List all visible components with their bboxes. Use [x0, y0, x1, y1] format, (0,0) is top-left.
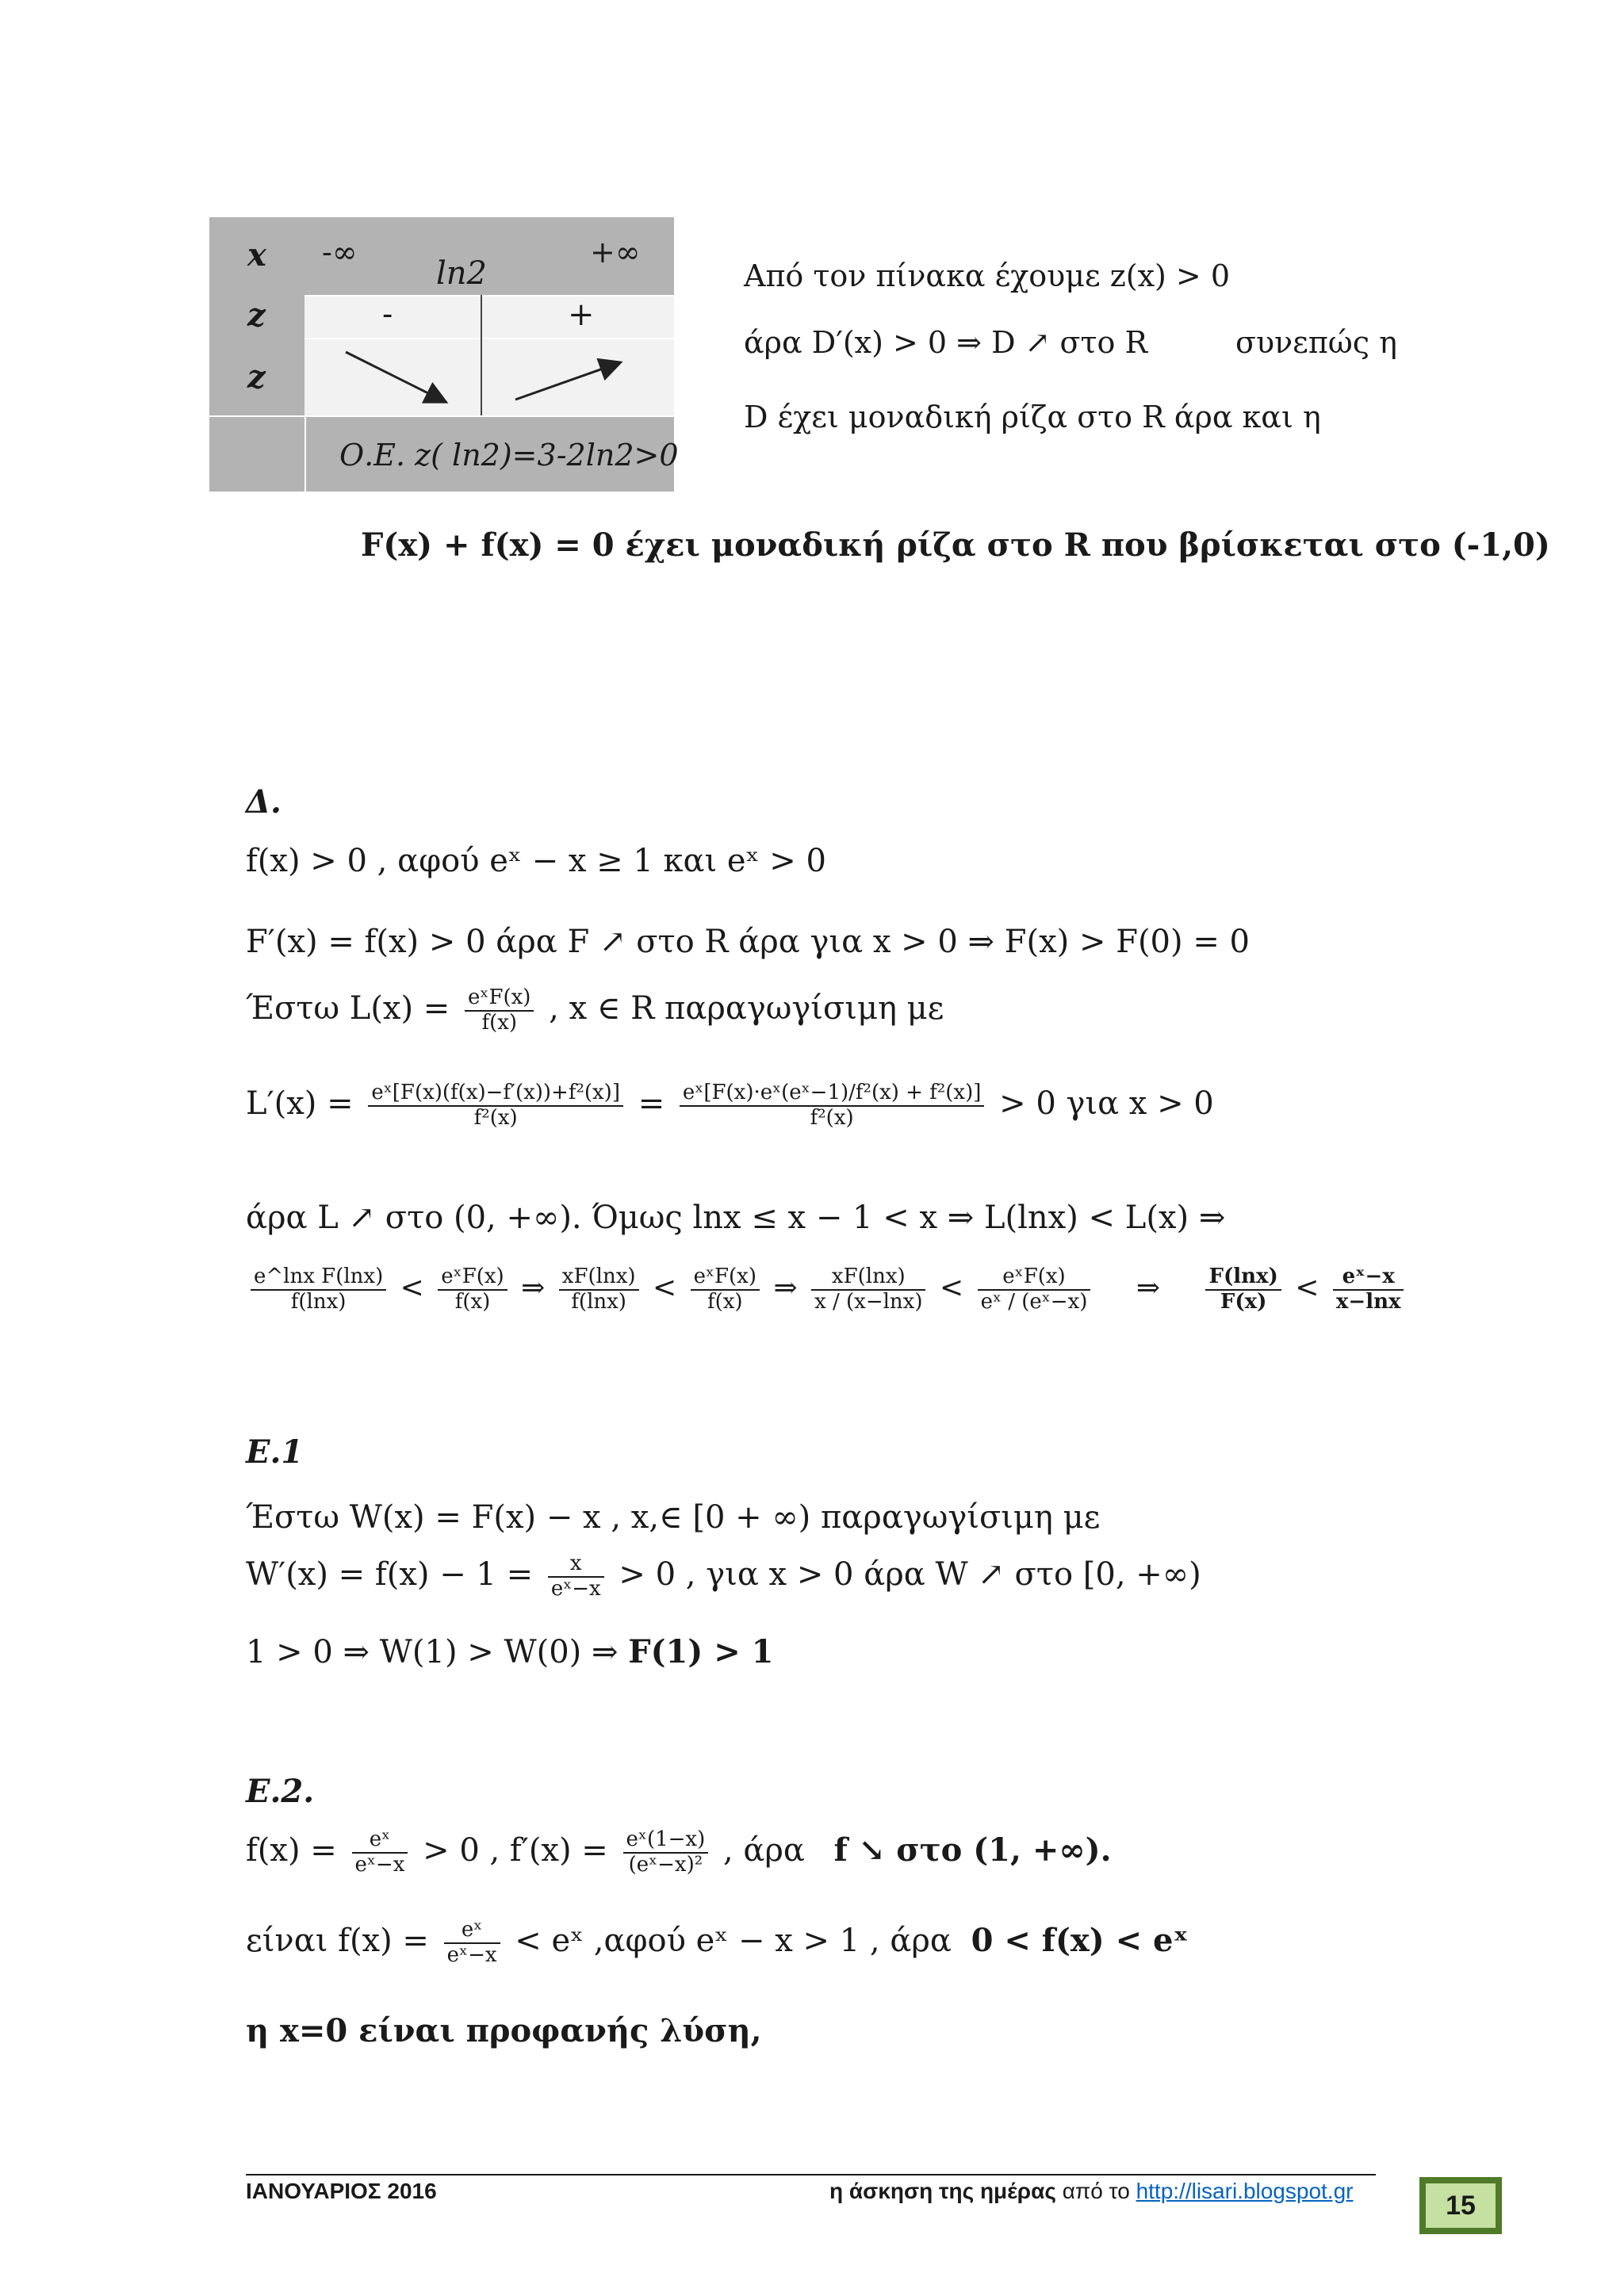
result-fraction — [1205, 1265, 1281, 1314]
l-derivative-prefix: L′(x) = — [246, 1085, 354, 1122]
fraction-numerator: eˣF(x) — [465, 986, 534, 1012]
minimum-value-note: Ο.Ε. z( ln2)=3-2ln2>0 — [339, 438, 679, 473]
l-derivative-suffix: > 0 για x > 0 — [999, 1085, 1214, 1122]
sign-minus: - — [382, 297, 393, 331]
f-bound-suffix: < eˣ ,αφού eˣ − x > 1 , άρα — [515, 1922, 952, 1959]
less-than: < — [1295, 1271, 1320, 1304]
fraction-numerator: xF(lnx) — [559, 1265, 639, 1291]
f-derivative-prefix: > 0 , f′(x) = — [423, 1831, 608, 1869]
inequality-fraction — [691, 1265, 760, 1314]
right-text-line-1: Από τον πίνακα έχουμε z(x) > 0 — [744, 258, 1231, 293]
equals-sign: = — [638, 1085, 665, 1122]
inequality-fraction — [978, 1265, 1091, 1314]
page-number: 15 — [1426, 2183, 1496, 2228]
page-number-badge — [1419, 2177, 1502, 2234]
f-bound-prefix: είναι f(x) = — [246, 1922, 429, 1959]
footer-source — [829, 2179, 1353, 2204]
fraction-denominator: x−lnx — [1335, 1289, 1401, 1314]
inequality-fraction — [811, 1265, 925, 1314]
l-definition-prefix: Έστω L(x) = — [246, 989, 450, 1027]
right-text-line-2-end: συνεπώς η — [1235, 325, 1397, 360]
section-d-line-1: f(x) > 0 , αφού eˣ − x ≥ 1 και eˣ > 0 — [246, 843, 826, 879]
inequality-fraction — [438, 1265, 507, 1314]
fraction-numerator: F(lnx) — [1205, 1265, 1281, 1291]
section-d-line-4 — [246, 1081, 1214, 1131]
l-derivative-fraction-2 — [680, 1081, 984, 1131]
z-label-sign: z — [247, 297, 266, 334]
w-derivative-suffix: > 0 , για x > 0 άρα W ↗ στο [0, +∞) — [619, 1556, 1201, 1593]
implies: ⇒ — [773, 1271, 798, 1304]
section-d-line-2: F′(x) = f(x) > 0 άρα F ↗ στο R άρα για x > 0 ⇒ F(x) > F(0) = 0 — [246, 924, 1250, 960]
f-monotony-result: f ↘ στο (1, +∞). — [833, 1831, 1112, 1869]
section-e2-heading: Ε.2. — [246, 1773, 315, 1810]
fraction-denominator: f(x) — [481, 1010, 518, 1035]
section-e1-line-2 — [246, 1552, 1201, 1601]
section-e2-line-1 — [246, 1828, 1112, 1877]
footer-blog-link[interactable]: http://lisari.blogspot.gr — [1136, 2179, 1354, 2203]
l-derivative-fraction-1 — [368, 1081, 623, 1131]
section-d-line-3 — [246, 986, 944, 1035]
fraction-numerator: eˣ−x — [1333, 1265, 1404, 1291]
f-bound-result: 0 < f(x) < eˣ — [971, 1921, 1189, 1959]
section-d-line-6 — [246, 1265, 1408, 1314]
section-e1-line-1: Έστω W(x) = F(x) − x , x,∈ [0 + ∞) παραγωγίσιμη με — [246, 1499, 1101, 1536]
z-sign-row — [304, 295, 674, 338]
fraction-denominator: x / (x−lnx) — [814, 1289, 923, 1314]
w-inequality: 1 > 0 ⇒ W(1) > W(0) ⇒ — [246, 1634, 619, 1670]
x-label: x — [247, 236, 266, 274]
plus-infinity: +∞ — [590, 235, 641, 270]
f-derivative-fraction — [623, 1828, 709, 1877]
w-derivative-prefix: W′(x) = f(x) − 1 = — [246, 1556, 534, 1593]
fraction-denominator: f²(x) — [810, 1105, 854, 1130]
f-fraction — [352, 1828, 408, 1877]
cell-divider — [304, 417, 306, 492]
w-result: F(1) > 1 — [628, 1633, 774, 1670]
inequality-fraction — [559, 1265, 639, 1314]
footer-source-title: η άσκηση της ημέρας — [829, 2179, 1056, 2203]
implies: ⇒ — [1136, 1271, 1161, 1304]
section-e1-line-3 — [246, 1633, 774, 1671]
fraction-numerator: eˣF(x) — [691, 1265, 760, 1291]
fraction-numerator: eˣ(1−x) — [623, 1828, 709, 1854]
f-bound-fraction — [444, 1919, 500, 1968]
fraction-denominator: eˣ−x — [550, 1576, 601, 1601]
conclusion-line: F(x) + f(x) = 0 έχει μοναδική ρίζα στο R που βρίσκεται στο (-1,0) — [361, 526, 1550, 564]
fraction-numerator: eˣ — [444, 1919, 500, 1944]
fraction-numerator: e^lnx F(lnx) — [251, 1265, 386, 1291]
section-e2-line-3: η x=0 είναι προφανής λύση, — [246, 2012, 762, 2049]
w-derivative-fraction — [548, 1552, 604, 1601]
l-fraction — [465, 986, 534, 1035]
sign-plus: + — [568, 297, 595, 333]
l-definition-suffix: , x ∈ R παραγωγίσιμη με — [549, 989, 944, 1027]
fraction-numerator: x — [548, 1552, 604, 1578]
right-text-line-2: άρα D′(x) > 0 ⇒ D ↗ στο R — [744, 325, 1148, 360]
implies: ⇒ — [521, 1271, 546, 1304]
footer-divider — [246, 2174, 1376, 2175]
monotony-arrows — [304, 338, 674, 415]
fraction-numerator: eˣ[F(x)(f(x)−f′(x))+f²(x)] — [368, 1081, 623, 1107]
fraction-denominator: f(x) — [707, 1289, 743, 1314]
divider-line — [481, 295, 482, 338]
ln2-label: ln2 — [436, 255, 488, 292]
fraction-denominator: eˣ / (eˣ−x) — [980, 1289, 1088, 1314]
inequality-fraction — [251, 1265, 386, 1314]
fraction-denominator: f²(x) — [473, 1105, 518, 1130]
less-than: < — [400, 1271, 424, 1304]
fraction-numerator: xF(lnx) — [811, 1265, 925, 1291]
less-than: < — [939, 1271, 964, 1304]
fraction-denominator: (eˣ−x)² — [628, 1852, 703, 1877]
fraction-numerator: eˣ[F(x)·eˣ(eˣ−1)/f²(x) + f²(x)] — [680, 1081, 984, 1107]
minus-infinity: -∞ — [322, 235, 358, 270]
section-e2-line-2 — [246, 1919, 1189, 1968]
fraction-denominator: eˣ−x — [446, 1942, 497, 1967]
less-than: < — [652, 1271, 677, 1304]
fraction-denominator: f(lnx) — [290, 1289, 347, 1314]
footer-date: ΙΑΝΟΥΑΡΙΟΣ 2016 — [246, 2179, 437, 2203]
fraction-numerator: eˣ — [352, 1828, 408, 1854]
section-d-heading: Δ. — [246, 783, 282, 821]
f-definition-prefix: f(x) = — [246, 1831, 337, 1869]
fraction-denominator: f(x) — [454, 1289, 491, 1314]
sign-table — [209, 217, 679, 492]
section-d-line-5: άρα L ↗ στο (0, +∞). Όμως lnx ≤ x − 1 < x ⇒ L(lnx) < L(x) ⇒ — [246, 1200, 1226, 1236]
right-text-line-3: D έχει μοναδική ρίζα στο R άρα και η — [744, 400, 1321, 434]
fraction-denominator: f(lnx) — [571, 1289, 626, 1314]
f-derivative-suffix: , άρα — [722, 1831, 805, 1869]
decreasing-arrow-icon — [346, 352, 444, 401]
result-fraction — [1333, 1265, 1404, 1314]
fraction-numerator: eˣF(x) — [438, 1265, 507, 1291]
fraction-denominator: eˣ−x — [354, 1852, 405, 1877]
fraction-denominator: F(x) — [1220, 1289, 1267, 1314]
section-e1-heading: Ε.1 — [246, 1433, 304, 1471]
fraction-numerator: eˣF(x) — [978, 1265, 1091, 1291]
footer-source-from: από το — [1062, 2179, 1130, 2203]
z-label-monotony: z — [247, 358, 266, 396]
increasing-arrow-icon — [515, 363, 619, 400]
